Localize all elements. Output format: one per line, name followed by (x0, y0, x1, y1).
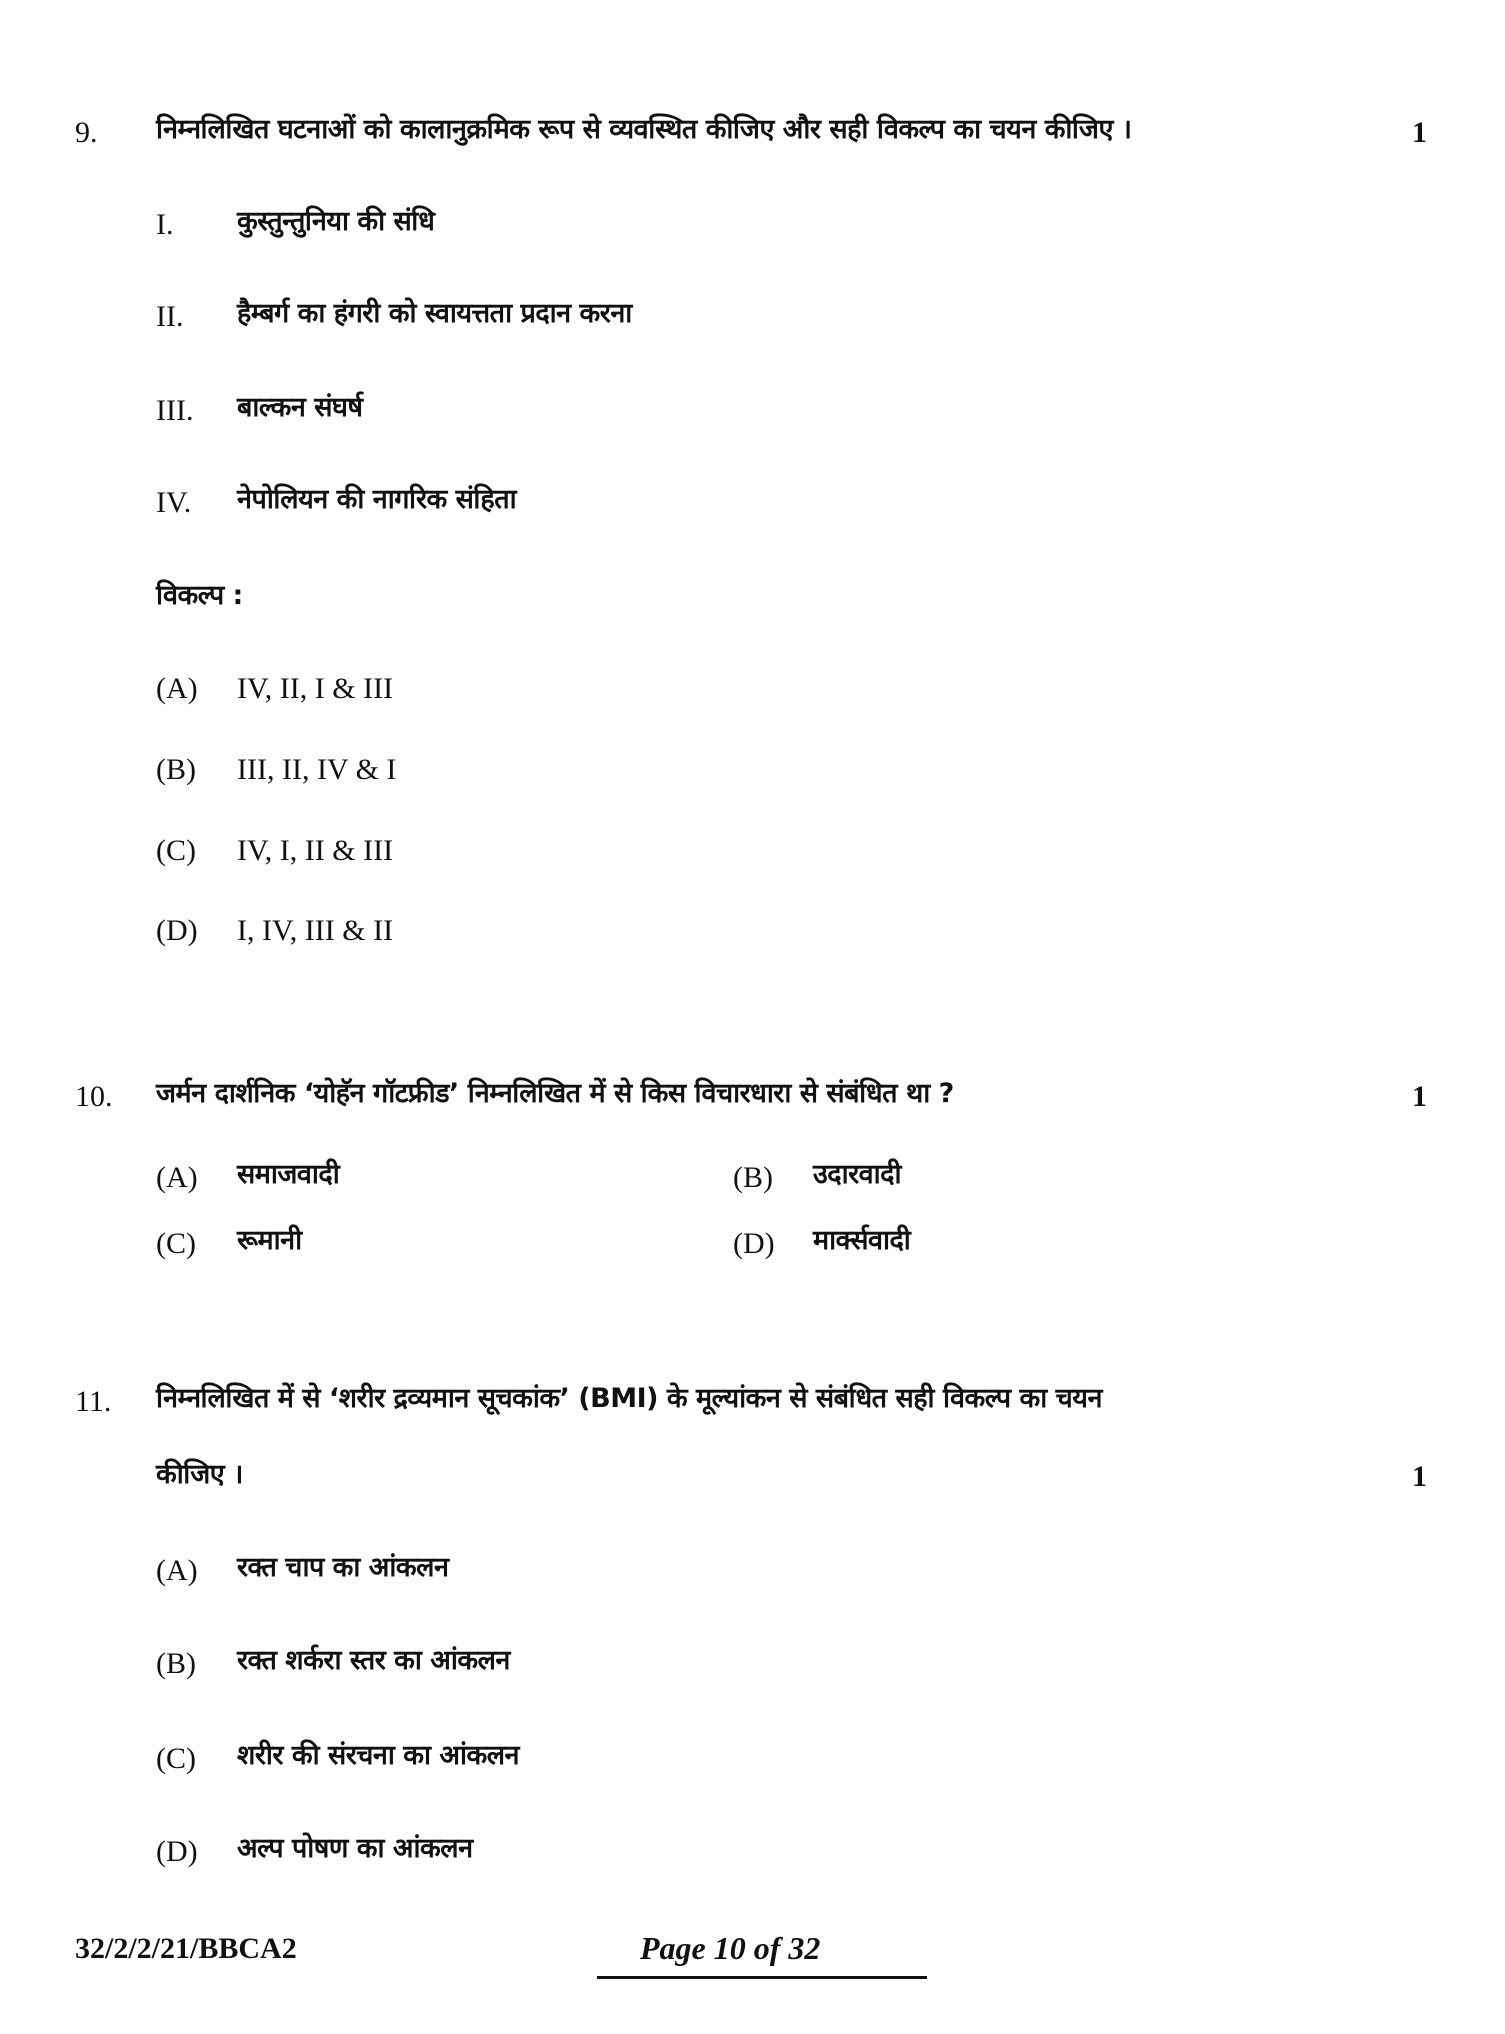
option-label: (A) (156, 672, 198, 705)
option-label: (B) (733, 1161, 773, 1194)
option-label: (B) (156, 1647, 196, 1680)
statement-label: III. (156, 394, 194, 427)
option-label: (C) (156, 1742, 196, 1775)
option-text: III, II, IV & I (237, 753, 397, 786)
option-text: समाजवादी (237, 1159, 340, 1190)
option-text: शरीर की संरचना का आंकलन (237, 1740, 520, 1771)
option-text: IV, II, I & III (237, 672, 394, 705)
question-marks: 1 (1412, 116, 1427, 149)
page-number-underline (597, 1976, 927, 1979)
question-text: जर्मन दार्शनिक ‘योहॅन गॉटफ्रीड’ निम्नलिखित में से किस विचारधारा से संबंधित था ? (156, 1078, 954, 1109)
statement-text: नेपोलियन की नागरिक संहिता (237, 484, 517, 515)
option-text: अल्प पोषण का आंकलन (237, 1833, 473, 1864)
statement-label: II. (156, 300, 184, 333)
question-marks: 1 (1412, 1460, 1427, 1493)
options-heading: विकल्प : (156, 580, 243, 611)
question-text: निम्नलिखित घटनाओं को कालानुक्रमिक रूप से व्यवस्थित कीजिए और सही विकल्प का चयन कीजिए । (156, 114, 1132, 145)
option-text: रक्त शर्करा स्तर का आंकलन (237, 1645, 510, 1676)
option-label: (D) (156, 1835, 198, 1868)
question-marks: 1 (1412, 1080, 1427, 1113)
question-number: 11. (75, 1385, 112, 1418)
statement-label: I. (156, 208, 174, 241)
option-text: मार्क्सवादी (813, 1225, 911, 1256)
option-text: रूमानी (237, 1225, 302, 1256)
option-label: (D) (156, 914, 198, 947)
statement-text: हैम्बर्ग का हंगरी को स्वायत्तता प्रदान करना (237, 298, 632, 329)
question-text: निम्नलिखित में से ‘शरीर द्रव्यमान सूचकांक’ (BMI) के मूल्यांकन से संबंधित सही विकल्प का चयन (156, 1383, 1102, 1414)
question-text-continued: कीजिए । (156, 1459, 243, 1490)
option-label: (B) (156, 753, 196, 786)
page-number: Page 10 of 32 (640, 1930, 821, 1966)
question-number: 9. (75, 116, 98, 149)
option-label: (A) (156, 1554, 198, 1587)
statement-text: बाल्कन संघर्ष (237, 392, 363, 423)
option-text: IV, I, II & III (237, 834, 394, 867)
question-number: 10. (75, 1080, 113, 1113)
option-text: I, IV, III & II (237, 914, 394, 947)
option-label: (D) (733, 1227, 775, 1260)
option-label: (C) (156, 1227, 196, 1260)
option-text: उदारवादी (813, 1159, 902, 1190)
paper-code: 32/2/2/21/BBCA2 (75, 1932, 297, 1965)
statement-text: कुस्तुन्तुनिया की संधि (237, 206, 435, 237)
option-text: रक्त चाप का आंकलन (237, 1552, 449, 1583)
statement-label: IV. (156, 486, 192, 519)
option-label: (A) (156, 1161, 198, 1194)
option-label: (C) (156, 834, 196, 867)
